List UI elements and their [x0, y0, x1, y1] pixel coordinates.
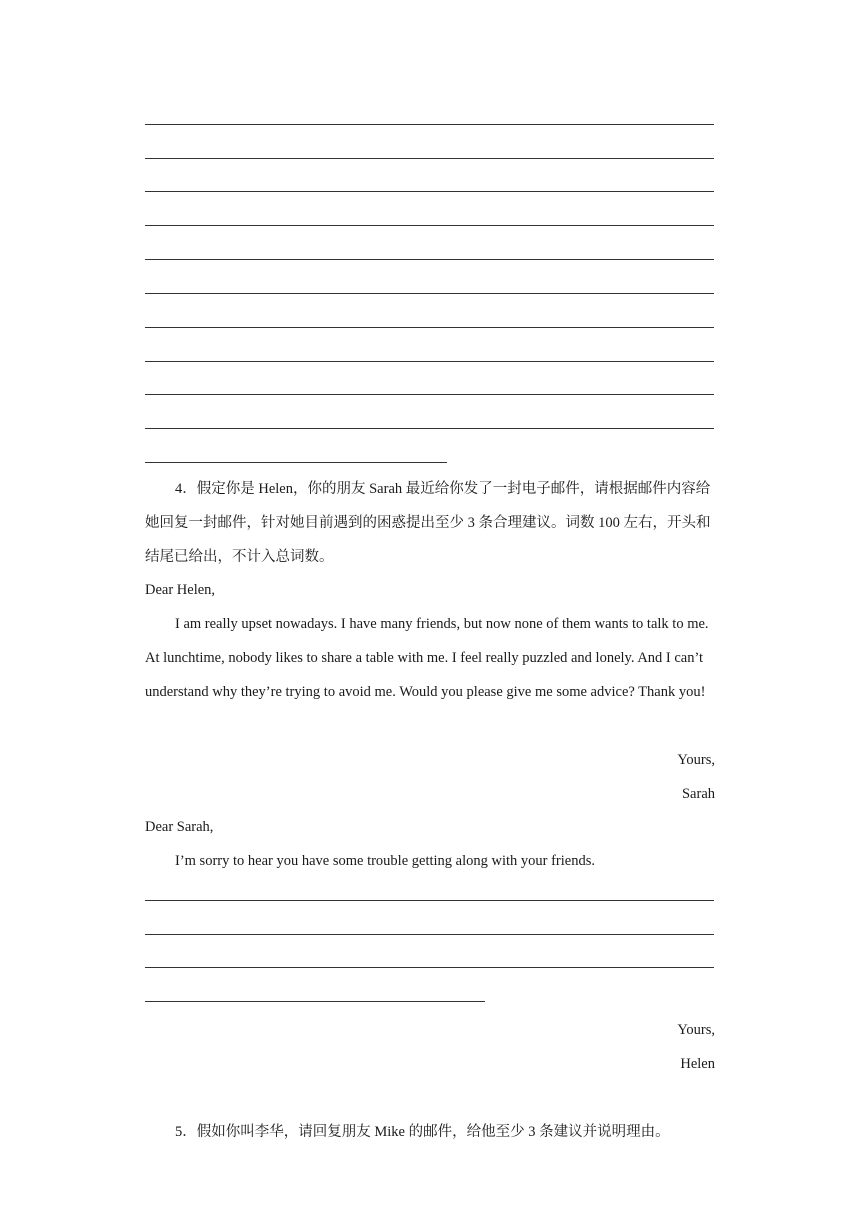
answer-line[interactable]: [145, 225, 714, 226]
answer-line[interactable]: [145, 293, 714, 294]
reply-answer-line[interactable]: [145, 934, 714, 935]
answer-line[interactable]: [145, 259, 714, 260]
reply-signature: Helen: [680, 1056, 715, 1072]
sarah-email-body: I am really upset nowadays. I have many friends, but now none of them wants to talk to me. At lunchtime, nobody likes to share a table with me. I feel really puzzled and lonely. And I can’t understand why they’re trying to avoid me. Would you please give me some advice? Thank you!: [145, 616, 709, 700]
reply-answer-line[interactable]: [145, 900, 714, 901]
sarah-email-signature: Sarah: [681, 786, 715, 802]
answer-line[interactable]: [145, 428, 714, 429]
sarah-email-closing: Yours,: [677, 752, 715, 768]
reply-answer-line-short[interactable]: [145, 1001, 485, 1002]
answer-line[interactable]: [145, 361, 714, 362]
answer-line[interactable]: [145, 394, 714, 395]
question-5-prompt: 5．假如你叫李华，请回复朋友 Mike 的邮件，给他至少 3 条建议并说明理由。: [175, 1124, 670, 1140]
question-4-prompt: 4．假定你是 Helen，你的朋友 Sarah 最近给你发了一封电子邮件，请根据邮件内容给她回复一封邮件，针对她目前遇到的困惑提出至少 3 条合理建议。词数 100 左右，开头和结尾已给出，不计入总词数。: [145, 481, 711, 565]
reply-salutation: Dear Sarah,: [145, 819, 214, 835]
sarah-email-salutation: Dear Helen,: [145, 582, 216, 598]
answer-line[interactable]: [145, 327, 714, 328]
answer-line[interactable]: [145, 191, 714, 192]
reply-opening-sentence: I’m sorry to hear you have some trouble getting along with your friends.: [175, 853, 595, 869]
reply-closing: Yours,: [677, 1022, 715, 1038]
answer-line[interactable]: [145, 158, 714, 159]
answer-line-short[interactable]: [145, 462, 447, 463]
reply-answer-line[interactable]: [145, 967, 714, 968]
answer-line[interactable]: [145, 124, 714, 125]
